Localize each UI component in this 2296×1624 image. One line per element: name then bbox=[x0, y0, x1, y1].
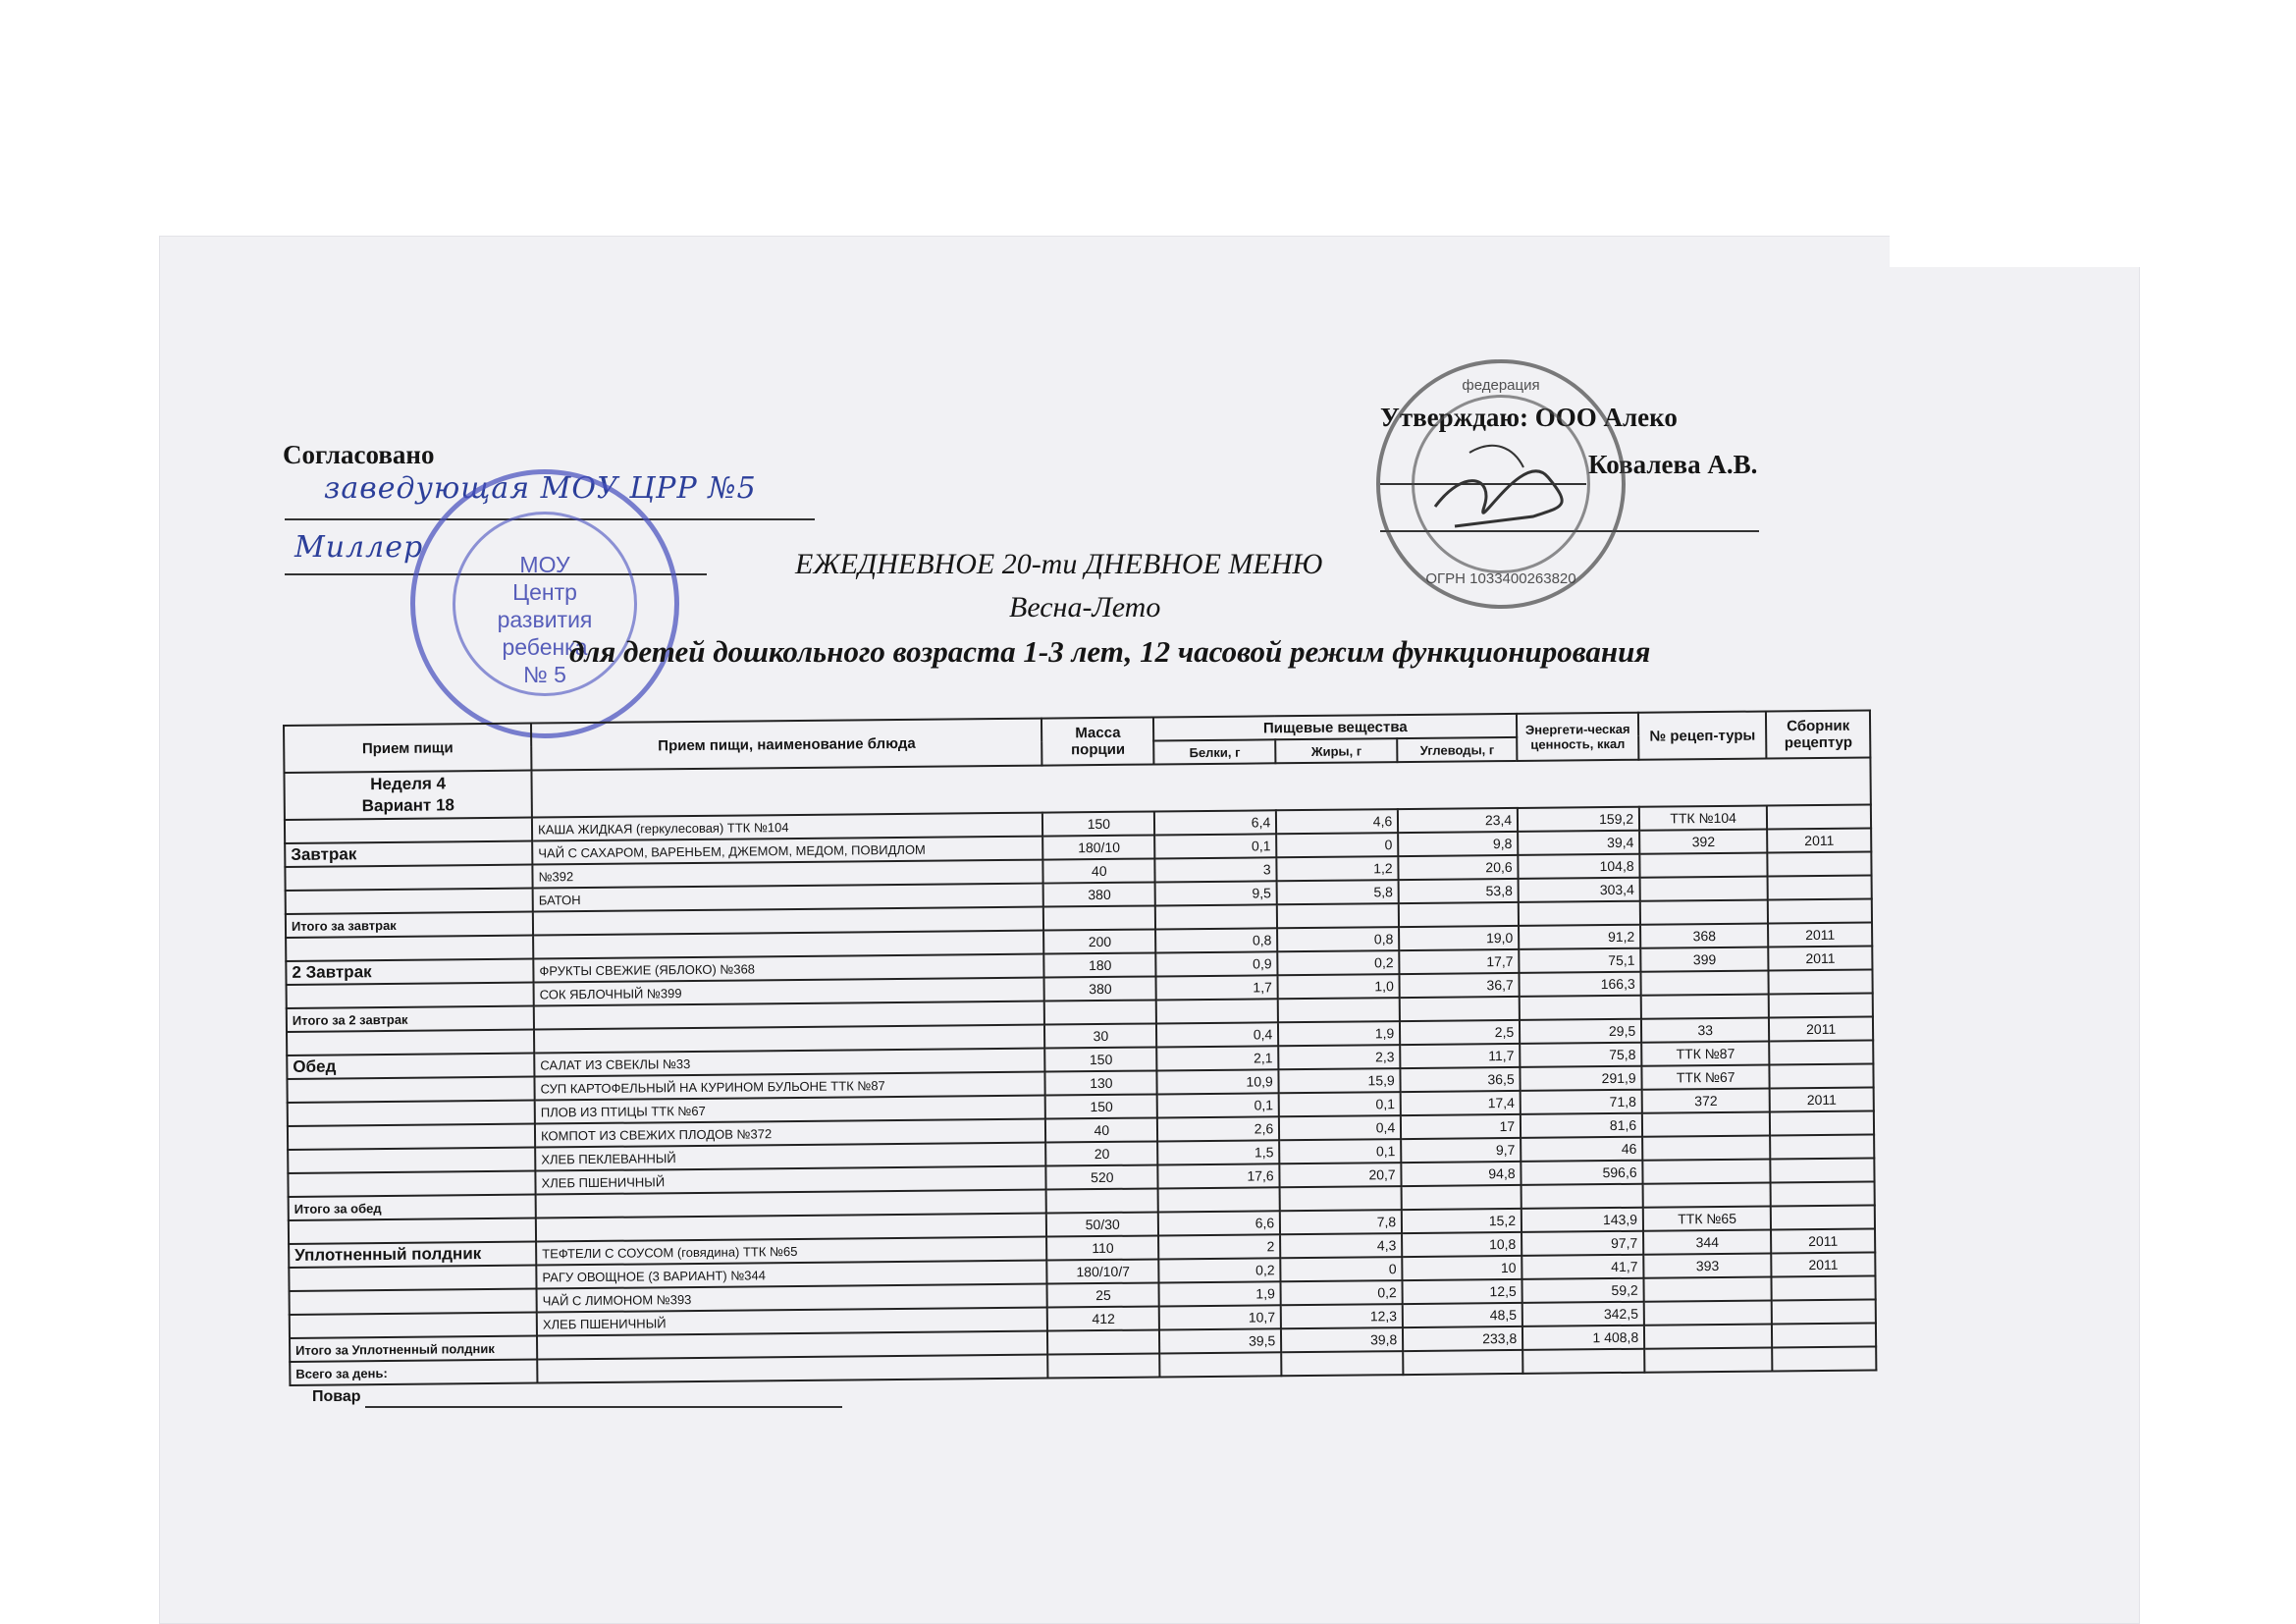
stamp-text-line: № 5 bbox=[523, 662, 566, 687]
col-header-meal: Прием пищи bbox=[284, 724, 531, 773]
energy-cell: 596,6 bbox=[1521, 1161, 1642, 1185]
mass-cell bbox=[1043, 905, 1155, 930]
protein-cell: 0,1 bbox=[1154, 834, 1276, 858]
dish-cell: №392 bbox=[532, 860, 1043, 889]
mass-cell: 380 bbox=[1044, 976, 1156, 1001]
dish-cell: ФРУКТЫ СВЕЖИЕ (ЯБЛОКО) №368 bbox=[533, 954, 1044, 983]
protein-cell: 10,7 bbox=[1159, 1305, 1281, 1329]
recipe-cell bbox=[1644, 1300, 1772, 1325]
collection-cell bbox=[1772, 1275, 1876, 1300]
fat-cell: 0 bbox=[1276, 833, 1398, 857]
protein-cell: 1,5 bbox=[1157, 1140, 1279, 1164]
recipe-cell: ТТК №65 bbox=[1643, 1206, 1771, 1230]
fat-cell: 0,2 bbox=[1277, 950, 1399, 975]
meal-cell bbox=[285, 818, 532, 843]
energy-cell: 41,7 bbox=[1522, 1255, 1643, 1279]
fat-cell bbox=[1278, 998, 1400, 1022]
collection-cell bbox=[1768, 898, 1872, 923]
dish-cell: КАША ЖИДКАЯ (геркулесовая) ТТК №104 bbox=[532, 813, 1043, 841]
energy-cell: 303,4 bbox=[1519, 878, 1640, 902]
protein-cell bbox=[1156, 999, 1278, 1023]
carbs-cell: 12,5 bbox=[1403, 1279, 1522, 1304]
energy-cell bbox=[1519, 901, 1640, 926]
collection-cell: 2011 bbox=[1771, 1228, 1875, 1253]
collection-cell bbox=[1767, 804, 1871, 829]
recipe-cell: 392 bbox=[1639, 829, 1767, 853]
fat-cell: 1,2 bbox=[1277, 856, 1399, 881]
meal-cell bbox=[288, 1148, 535, 1173]
carbs-cell bbox=[1400, 997, 1520, 1021]
menu-title: ЕЖЕДНЕВНОЕ 20-ти ДНЕВНОЕ МЕНЮ bbox=[795, 548, 1323, 580]
collection-cell: 2011 bbox=[1768, 946, 1872, 970]
mass-cell: 130 bbox=[1045, 1070, 1157, 1095]
recipe-cell: 368 bbox=[1640, 923, 1768, 947]
collection-cell bbox=[1769, 1040, 1873, 1064]
recipe-cell: 372 bbox=[1642, 1088, 1770, 1112]
energy-cell: 75,1 bbox=[1519, 948, 1640, 973]
mass-cell: 180/10/7 bbox=[1047, 1259, 1159, 1283]
recipe-cell: 33 bbox=[1641, 1017, 1769, 1042]
col-header-nutrients: Пищевые вещества bbox=[1153, 714, 1517, 741]
mass-cell: 150 bbox=[1045, 1047, 1157, 1071]
handwritten-signature-2: Миллер bbox=[294, 530, 424, 565]
dish-cell: БАТОН bbox=[533, 884, 1044, 912]
collection-cell bbox=[1769, 969, 1873, 994]
carbs-cell: 48,5 bbox=[1403, 1303, 1522, 1327]
fat-cell: 1,0 bbox=[1278, 974, 1400, 999]
fat-cell: 0,1 bbox=[1279, 1139, 1401, 1164]
collection-cell: 2011 bbox=[1771, 1252, 1875, 1276]
carbs-cell: 15,2 bbox=[1402, 1209, 1522, 1233]
collection-cell bbox=[1772, 1299, 1876, 1324]
fat-cell: 0,4 bbox=[1279, 1115, 1401, 1140]
fat-cell: 15,9 bbox=[1279, 1068, 1401, 1093]
energy-cell: 71,8 bbox=[1521, 1090, 1642, 1114]
energy-cell: 29,5 bbox=[1520, 1019, 1641, 1044]
carbs-cell: 17,7 bbox=[1399, 949, 1519, 974]
dish-cell: ТЕФТЕЛИ С СОУСОМ (говядина) ТТК №65 bbox=[536, 1237, 1047, 1266]
col-header-mass: Масса порции bbox=[1041, 717, 1153, 765]
meal-cell: Итого за 2 завтрак bbox=[287, 1006, 534, 1032]
protein-cell: 10,9 bbox=[1157, 1069, 1279, 1094]
mass-cell: 520 bbox=[1046, 1164, 1158, 1189]
energy-cell: 1 408,8 bbox=[1522, 1326, 1644, 1350]
dish-cell: ХЛЕБ ПШЕНИЧНЫЙ bbox=[537, 1308, 1048, 1336]
stamp-ogrn: ОГРН 1033400263820 bbox=[1425, 570, 1576, 587]
carbs-cell: 19,0 bbox=[1399, 926, 1519, 950]
collection-cell: 2011 bbox=[1767, 828, 1871, 852]
protein-cell: 2,1 bbox=[1156, 1046, 1278, 1070]
carbs-cell: 10 bbox=[1402, 1256, 1522, 1280]
col-header-carbs: Углеводы, г bbox=[1397, 737, 1517, 762]
recipe-cell: ТТК №87 bbox=[1641, 1041, 1769, 1065]
energy-cell: 97,7 bbox=[1522, 1231, 1643, 1256]
protein-cell: 0,1 bbox=[1157, 1093, 1279, 1117]
collection-cell bbox=[1770, 1063, 1874, 1088]
company-stamp bbox=[1376, 359, 1626, 609]
fat-cell: 20,7 bbox=[1280, 1163, 1402, 1187]
fat-cell: 4,3 bbox=[1280, 1233, 1402, 1258]
recipe-cell bbox=[1643, 1182, 1771, 1207]
recipe-cell bbox=[1640, 876, 1768, 900]
dish-cell: ЧАЙ С ЛИМОНОМ №393 bbox=[537, 1284, 1048, 1313]
energy-cell: 91,2 bbox=[1519, 925, 1640, 949]
meal-cell: Обед bbox=[287, 1054, 534, 1079]
approve-label: Утверждаю: ООО Алеко bbox=[1380, 403, 1678, 432]
meal-cell bbox=[286, 889, 533, 914]
fat-cell: 12,3 bbox=[1281, 1304, 1403, 1328]
energy-cell: 75,8 bbox=[1520, 1043, 1641, 1067]
week-variant: Вариант 18 bbox=[361, 795, 455, 816]
carbs-cell: 20,6 bbox=[1399, 855, 1519, 880]
protein-cell: 17,6 bbox=[1158, 1164, 1280, 1188]
energy-cell: 291,9 bbox=[1521, 1066, 1642, 1091]
meal-cell bbox=[287, 1030, 534, 1056]
dish-cell bbox=[537, 1355, 1048, 1383]
fat-cell: 4,6 bbox=[1276, 809, 1398, 834]
dish-cell: ЧАЙ С САХАРОМ, ВАРЕНЬЕМ, ДЖЕМОМ, МЕДОМ, ПОВИДЛОМ bbox=[532, 837, 1043, 865]
dish-cell: РАГУ ОВОЩНОЕ (3 ВАРИАНТ) №344 bbox=[536, 1261, 1047, 1289]
recipe-cell: 344 bbox=[1643, 1229, 1771, 1254]
meal-cell bbox=[286, 936, 533, 961]
energy-cell bbox=[1520, 996, 1641, 1020]
collection-cell bbox=[1772, 1346, 1876, 1371]
mass-cell: 20 bbox=[1046, 1141, 1158, 1165]
recipe-cell: 393 bbox=[1643, 1253, 1771, 1277]
fat-cell bbox=[1277, 903, 1399, 928]
meal-cell bbox=[289, 1218, 536, 1244]
carbs-cell: 23,4 bbox=[1398, 808, 1518, 833]
recipe-cell bbox=[1641, 994, 1769, 1018]
mass-cell: 200 bbox=[1043, 929, 1155, 953]
meal-cell bbox=[288, 1101, 535, 1126]
stamp-text-line: Центр bbox=[512, 579, 577, 605]
energy-cell: 159,2 bbox=[1518, 807, 1639, 832]
energy-cell: 104,8 bbox=[1518, 854, 1639, 879]
protein-cell: 1,7 bbox=[1156, 975, 1278, 1000]
mass-cell: 150 bbox=[1045, 1094, 1157, 1118]
fat-cell: 39,8 bbox=[1281, 1327, 1403, 1352]
protein-cell: 0,8 bbox=[1155, 928, 1277, 952]
energy-cell: 81,6 bbox=[1521, 1113, 1642, 1138]
mass-cell: 40 bbox=[1045, 1117, 1157, 1142]
mass-cell bbox=[1044, 1000, 1156, 1024]
collection-cell bbox=[1768, 875, 1872, 899]
dish-cell: ХЛЕБ ПШЕНИЧНЫЙ bbox=[535, 1166, 1046, 1195]
fat-cell: 5,8 bbox=[1277, 880, 1399, 904]
protein-cell bbox=[1158, 1187, 1280, 1212]
meal-cell: Уплотненный полдник bbox=[289, 1242, 536, 1268]
protein-cell bbox=[1159, 1352, 1281, 1377]
col-header-recipe: № рецеп-туры bbox=[1638, 711, 1767, 759]
meal-cell: Итого за завтрак bbox=[286, 912, 533, 938]
energy-cell: 46 bbox=[1521, 1137, 1642, 1162]
mass-cell bbox=[1046, 1188, 1158, 1213]
mass-cell: 180 bbox=[1044, 952, 1156, 977]
collection-cell bbox=[1772, 1323, 1876, 1347]
dish-cell: СУП КАРТОФЕЛЬНЫЙ НА КУРИНОМ БУЛЬОНЕ ТТК №87 bbox=[535, 1072, 1046, 1101]
fat-cell: 2,3 bbox=[1278, 1045, 1400, 1069]
collection-cell bbox=[1771, 1158, 1875, 1182]
protein-cell bbox=[1155, 904, 1277, 929]
meal-cell: Итого за обед bbox=[289, 1195, 536, 1220]
mass-cell bbox=[1048, 1353, 1160, 1378]
collection-cell bbox=[1771, 1181, 1875, 1206]
protein-cell: 0,4 bbox=[1156, 1022, 1278, 1047]
carbs-cell bbox=[1399, 902, 1519, 927]
collection-cell: 2011 bbox=[1768, 922, 1872, 947]
dish-cell: ПЛОВ ИЗ ПТИЦЫ ТТК №67 bbox=[535, 1096, 1046, 1124]
collection-cell bbox=[1771, 1205, 1875, 1229]
col-header-energy: Энергети-ческая ценность, ккал bbox=[1517, 713, 1638, 761]
mass-cell: 30 bbox=[1044, 1023, 1156, 1048]
fat-cell: 0 bbox=[1280, 1257, 1402, 1281]
collection-cell bbox=[1769, 993, 1873, 1017]
mass-cell bbox=[1047, 1329, 1159, 1354]
collection-cell bbox=[1770, 1110, 1874, 1135]
signature-scribble-icon bbox=[1376, 359, 1618, 601]
carbs-cell: 11,7 bbox=[1400, 1044, 1520, 1068]
energy-cell: 166,3 bbox=[1520, 972, 1641, 997]
energy-cell bbox=[1522, 1184, 1643, 1209]
menu-subtitle: для детей дошкольного возраста 1-3 лет, 12 часовой режим функционирования bbox=[569, 634, 1651, 669]
week-number: Неделя 4 bbox=[370, 774, 447, 794]
meal-cell bbox=[285, 865, 532, 891]
meal-cell bbox=[290, 1289, 537, 1315]
protein-cell: 0,2 bbox=[1159, 1258, 1281, 1282]
carbs-cell: 9,8 bbox=[1398, 832, 1518, 856]
collection-cell bbox=[1768, 851, 1872, 876]
meal-cell bbox=[290, 1313, 537, 1338]
week-label bbox=[284, 771, 531, 820]
mass-cell: 412 bbox=[1047, 1306, 1159, 1330]
mass-cell: 380 bbox=[1043, 882, 1155, 906]
approver-name: Ковалева А.В. bbox=[1588, 450, 1758, 479]
energy-cell: 59,2 bbox=[1522, 1278, 1644, 1303]
carbs-cell: 36,5 bbox=[1401, 1067, 1521, 1092]
recipe-cell bbox=[1642, 1135, 1770, 1160]
cook-label: Повар bbox=[312, 1388, 361, 1405]
collection-cell: 2011 bbox=[1770, 1087, 1874, 1111]
recipe-cell bbox=[1640, 899, 1768, 924]
meal-cell: Завтрак bbox=[285, 841, 532, 867]
carbs-cell: 233,8 bbox=[1403, 1326, 1522, 1351]
protein-cell: 6,6 bbox=[1158, 1211, 1280, 1235]
recipe-cell bbox=[1641, 970, 1769, 995]
recipe-cell bbox=[1644, 1347, 1772, 1372]
carbs-cell: 17 bbox=[1401, 1114, 1521, 1139]
handwritten-signature-1: заведующая МОУ ЦРР №5 bbox=[324, 471, 757, 506]
meal-cell: Итого за Уплотненный полдник bbox=[290, 1336, 537, 1362]
recipe-cell bbox=[1639, 852, 1767, 877]
energy-cell bbox=[1522, 1349, 1644, 1374]
stamp-text-line: МОУ bbox=[519, 552, 570, 577]
meal-cell bbox=[287, 1077, 534, 1103]
meal-cell bbox=[287, 983, 534, 1008]
energy-cell: 143,9 bbox=[1522, 1208, 1643, 1232]
protein-cell: 39,5 bbox=[1159, 1328, 1281, 1353]
stamp-text-line: развития bbox=[497, 607, 593, 632]
energy-cell: 342,5 bbox=[1522, 1302, 1644, 1326]
fat-cell: 7,8 bbox=[1280, 1210, 1402, 1234]
dish-cell: САЛАТ ИЗ СВЕКЛЫ №33 bbox=[534, 1049, 1045, 1077]
carbs-cell: 36,7 bbox=[1400, 973, 1520, 998]
recipe-cell: 399 bbox=[1640, 947, 1768, 971]
menu-season: Весна-Лето bbox=[1009, 591, 1161, 623]
recipe-cell bbox=[1644, 1276, 1772, 1301]
col-header-dish: Прием пищи, наименование блюда bbox=[531, 719, 1042, 771]
sheet-edge bbox=[1890, 236, 2145, 267]
carbs-cell: 94,8 bbox=[1402, 1162, 1522, 1186]
dish-cell: КОМПОТ ИЗ СВЕЖИХ ПЛОДОВ №372 bbox=[535, 1119, 1046, 1148]
recipe-cell bbox=[1642, 1159, 1770, 1183]
protein-cell: 1,9 bbox=[1159, 1281, 1281, 1306]
protein-cell: 0,9 bbox=[1156, 951, 1278, 976]
dish-cell: СОК ЯБЛОЧНЫЙ №399 bbox=[534, 978, 1045, 1006]
carbs-cell: 9,7 bbox=[1401, 1138, 1521, 1163]
collection-cell bbox=[1770, 1134, 1874, 1159]
fat-cell: 0,8 bbox=[1277, 927, 1399, 951]
col-header-fat: Жиры, г bbox=[1275, 738, 1397, 763]
recipe-cell bbox=[1642, 1111, 1770, 1136]
cook-signature-line bbox=[365, 1406, 842, 1408]
meal-cell bbox=[288, 1171, 535, 1197]
mass-cell: 25 bbox=[1047, 1282, 1159, 1307]
collection-cell: 2011 bbox=[1769, 1016, 1873, 1041]
protein-cell: 2,6 bbox=[1157, 1116, 1279, 1141]
col-header-collection: Сборник рецептур bbox=[1766, 710, 1870, 758]
fat-cell bbox=[1280, 1186, 1402, 1211]
protein-cell: 6,4 bbox=[1154, 810, 1276, 835]
mass-cell: 50/30 bbox=[1046, 1212, 1158, 1236]
meal-cell bbox=[288, 1124, 535, 1150]
carbs-cell: 2,5 bbox=[1400, 1020, 1520, 1045]
school-stamp bbox=[410, 469, 679, 738]
mass-cell: 180/10 bbox=[1043, 835, 1155, 859]
protein-cell: 2 bbox=[1158, 1234, 1280, 1259]
fat-cell bbox=[1281, 1351, 1403, 1376]
recipe-cell: ТТК №104 bbox=[1639, 805, 1767, 830]
recipe-cell bbox=[1644, 1324, 1772, 1348]
mass-cell: 110 bbox=[1046, 1235, 1158, 1260]
meal-cell: Всего за день: bbox=[290, 1360, 537, 1385]
fat-cell: 0,2 bbox=[1281, 1280, 1403, 1305]
dish-cell: ХЛЕБ ПЕКЛЕВАННЫЙ bbox=[535, 1143, 1046, 1171]
mass-cell: 150 bbox=[1042, 811, 1154, 836]
protein-cell: 3 bbox=[1155, 857, 1277, 882]
fat-cell: 1,9 bbox=[1278, 1021, 1400, 1046]
mass-cell: 40 bbox=[1043, 858, 1155, 883]
carbs-cell bbox=[1403, 1350, 1522, 1375]
fat-cell: 0,1 bbox=[1279, 1092, 1401, 1116]
col-header-protein: Белки, г bbox=[1153, 739, 1275, 764]
meal-cell: 2 Завтрак bbox=[286, 959, 533, 985]
energy-cell: 39,4 bbox=[1518, 831, 1639, 855]
meal-cell bbox=[289, 1266, 536, 1291]
carbs-cell: 53,8 bbox=[1399, 879, 1519, 903]
menu-table bbox=[283, 709, 1877, 1386]
recipe-cell: ТТК №67 bbox=[1642, 1064, 1770, 1089]
carbs-cell: 17,4 bbox=[1401, 1091, 1521, 1115]
protein-cell: 9,5 bbox=[1155, 881, 1277, 905]
carbs-cell bbox=[1402, 1185, 1522, 1210]
stamp-top-text: федерация bbox=[1462, 377, 1540, 394]
carbs-cell: 10,8 bbox=[1402, 1232, 1522, 1257]
stamp-text-line: ребенка bbox=[502, 634, 588, 660]
agreed-label: Согласовано bbox=[283, 440, 435, 469]
